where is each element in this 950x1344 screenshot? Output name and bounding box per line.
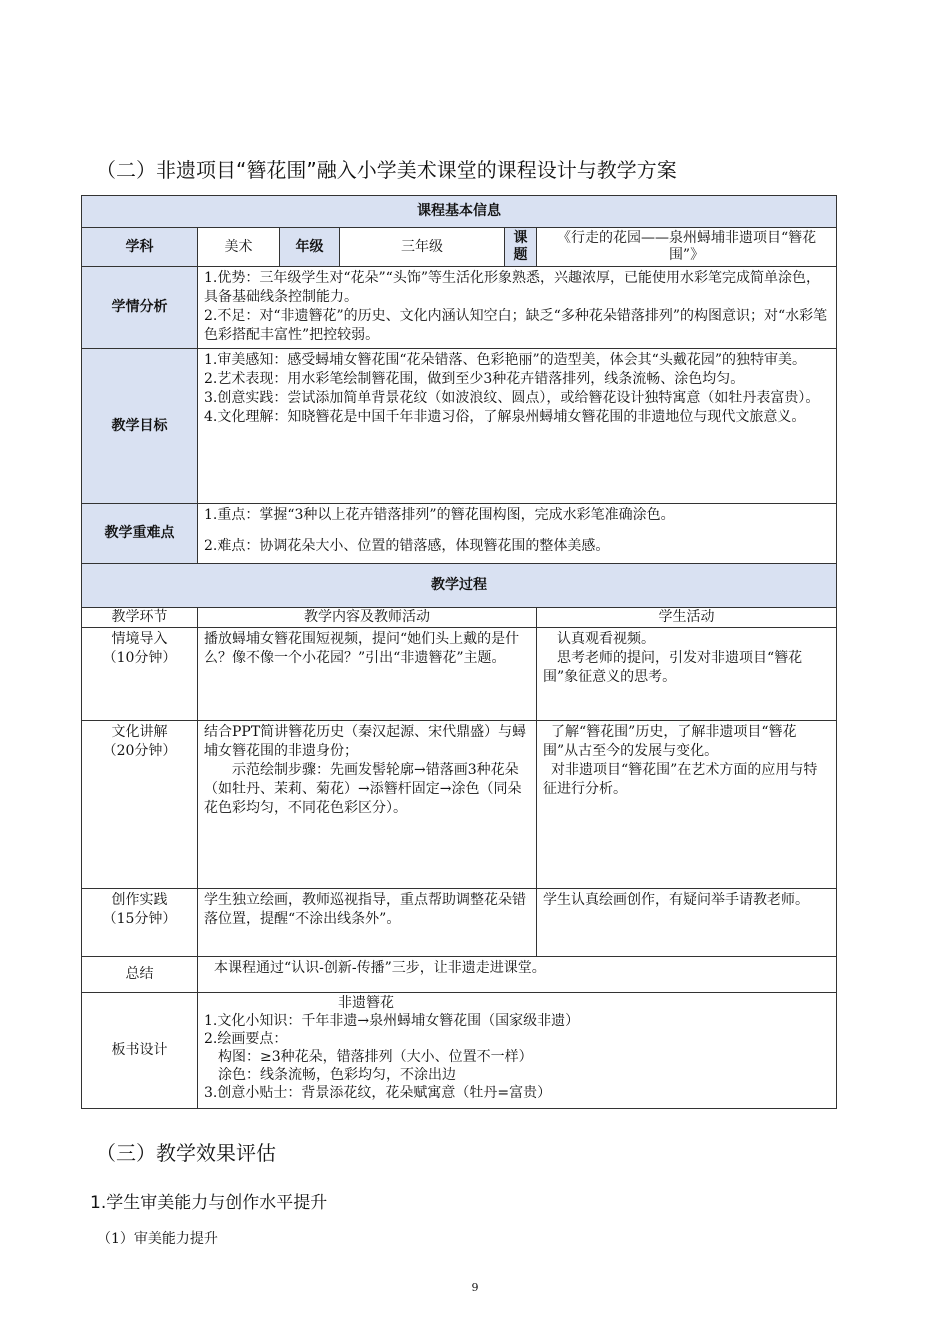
subheading-aesthetic-ability: （1）审美能力提升 xyxy=(97,1231,218,1247)
goal-line: 3.创意实践：尝试添加简单背景花纹（如波浪纹、圆点），或给簪花设计独特寓意（如牡丹表富贵）。 xyxy=(204,390,820,406)
subject-value: 美术 xyxy=(198,228,280,267)
goal-line: 4.文化理解：知晓簪花是中国千年非遗习俗，了解泉州蟳埔女簪花围的非遗地位与现代文旅意义。 xyxy=(204,409,806,425)
col-header-student: 学生活动 xyxy=(537,608,837,628)
teacher-activity xyxy=(198,721,537,889)
grade-value: 三年级 xyxy=(340,228,505,267)
basic-info-header: 课程基本信息 xyxy=(82,196,837,228)
student-activity xyxy=(537,628,837,721)
analysis-label: 学情分析 xyxy=(82,267,198,349)
teacher-activity xyxy=(198,628,537,721)
student-activity-text: 学生认真绘画创作，有疑问举手请教老师。 xyxy=(543,892,809,908)
teacher-activity xyxy=(198,889,537,957)
student-activity-text: 了解“簪花围”历史，了解非遗项目“簪花围”从古至今的发展与变化。 xyxy=(543,724,797,759)
teacher-activity-text: 示范绘制步骤：先画发髻轮廓→错落画3种花朵（如牡丹、茉莉、菊花）→添簪杆固定→涂色（同朵花色彩均匀，不同花色彩区分）。 xyxy=(204,762,522,816)
teacher-activity-text: 结合PPT简讲簪花历史（秦汉起源、宋代鼎盛）与蟳埔女簪花围的非遗身份； xyxy=(204,724,527,759)
board-content xyxy=(198,993,837,1109)
stage-time: （10分钟） xyxy=(102,650,177,666)
topic-label: 课题 xyxy=(505,228,537,267)
board-line: 2.绘画要点： xyxy=(204,1031,288,1047)
col-header-content: 教学内容及教师活动 xyxy=(198,608,537,628)
student-activity-text: 思考老师的提问，引发对非遗项目“簪花围”象征意义的思考。 xyxy=(543,650,803,685)
section-heading-evaluation: （三）教学效果评估 xyxy=(96,1141,276,1165)
analysis-line: 1.优势：三年级学生对“花朵”“头饰”等生活化形象熟悉，兴趣浓厚，已能使用水彩笔完成简单涂色，具备基础线条控制能力。 xyxy=(204,270,820,305)
stage-name: 创作实践 xyxy=(111,892,168,908)
page-number: 9 xyxy=(471,1281,479,1294)
goals-content xyxy=(198,349,837,504)
student-activity-text: 认真观看视频。 xyxy=(557,631,655,647)
student-activity xyxy=(537,889,837,957)
lesson-plan-table xyxy=(81,195,837,1109)
summary-value: 本课程通过“认识-创新-传播”三步，让非遗走进课堂。 xyxy=(198,957,837,993)
stage-time: （15分钟） xyxy=(102,911,177,927)
goal-line: 1.审美感知：感受蟳埔女簪花围“花朵错落、色彩艳丽”的造型美，体会其“头戴花园”的独特审美。 xyxy=(204,352,806,368)
board-line: 3.创意小贴士：背景添花纹，花朵赋寓意（牡丹=富贵） xyxy=(204,1085,552,1101)
keypoints-content xyxy=(198,504,837,564)
analysis-line: 2.不足：对“非遗簪花”的历史、文化内涵认知空白；缺乏“多种花朵错落排列”的构图意识；对“水彩笔色彩搭配丰富性”把控较弱。 xyxy=(204,308,828,343)
board-label: 板书设计 xyxy=(82,993,198,1109)
grade-label: 年级 xyxy=(280,228,340,267)
subheading-aesthetic-improvement: 1.学生审美能力与创作水平提升 xyxy=(90,1193,328,1213)
stage-cell xyxy=(82,721,198,889)
teacher-activity-text: 学生独立绘画，教师巡视指导，重点帮助调整花朵错落位置，提醒“不涂出线条外”。 xyxy=(204,892,526,927)
keypoint-line: 2.难点：协调花朵大小、位置的错落感，体现簪花围的整体美感。 xyxy=(204,538,610,554)
col-header-stage: 教学环节 xyxy=(82,608,198,628)
teacher-activity-text: 播放蟳埔女簪花围短视频，提问“她们头上戴的是什么？像不像一个小花园？”引出“非遗簪花”主题。 xyxy=(204,631,520,666)
summary-label: 总结 xyxy=(82,957,198,993)
student-activity-text: 对非遗项目“簪花围”在艺术方面的应用与特征进行分析。 xyxy=(543,762,818,797)
keypoint-line: 1.重点：掌握“3种以上花卉错落排列”的簪花围构图，完成水彩笔准确涂色。 xyxy=(204,507,675,523)
student-activity xyxy=(537,721,837,889)
stage-cell xyxy=(82,628,198,721)
stage-time: （20分钟） xyxy=(102,743,177,759)
goal-line: 2.艺术表现：用水彩笔绘制簪花围，做到至少3种花卉错落排列，线条流畅、涂色均匀。 xyxy=(204,371,745,387)
board-line: 1.文化小知识：千年非遗→泉州蟳埔女簪花围（国家级非遗） xyxy=(204,1013,580,1029)
stage-name: 情境导入 xyxy=(111,631,168,647)
keypoints-label: 教学重难点 xyxy=(82,504,198,564)
board-line: 涂色：线条流畅，色彩均匀，不涂出边 xyxy=(218,1067,456,1083)
section-heading-course-design: （二）非遗项目“簪花围”融入小学美术课堂的课程设计与教学方案 xyxy=(96,158,677,182)
subject-label: 学科 xyxy=(82,228,198,267)
stage-cell xyxy=(82,889,198,957)
goals-label: 教学目标 xyxy=(82,349,198,504)
board-title: 非遗簪花 xyxy=(338,995,394,1011)
analysis-content xyxy=(198,267,837,349)
topic-value: 《行走的花园——泉州蟳埔非遗项目“簪花围”》 xyxy=(537,228,837,267)
process-header: 教学过程 xyxy=(82,564,837,608)
stage-name: 文化讲解 xyxy=(111,724,168,740)
board-line: 构图：≥3种花朵，错落排列（大小、位置不一样） xyxy=(218,1049,533,1065)
